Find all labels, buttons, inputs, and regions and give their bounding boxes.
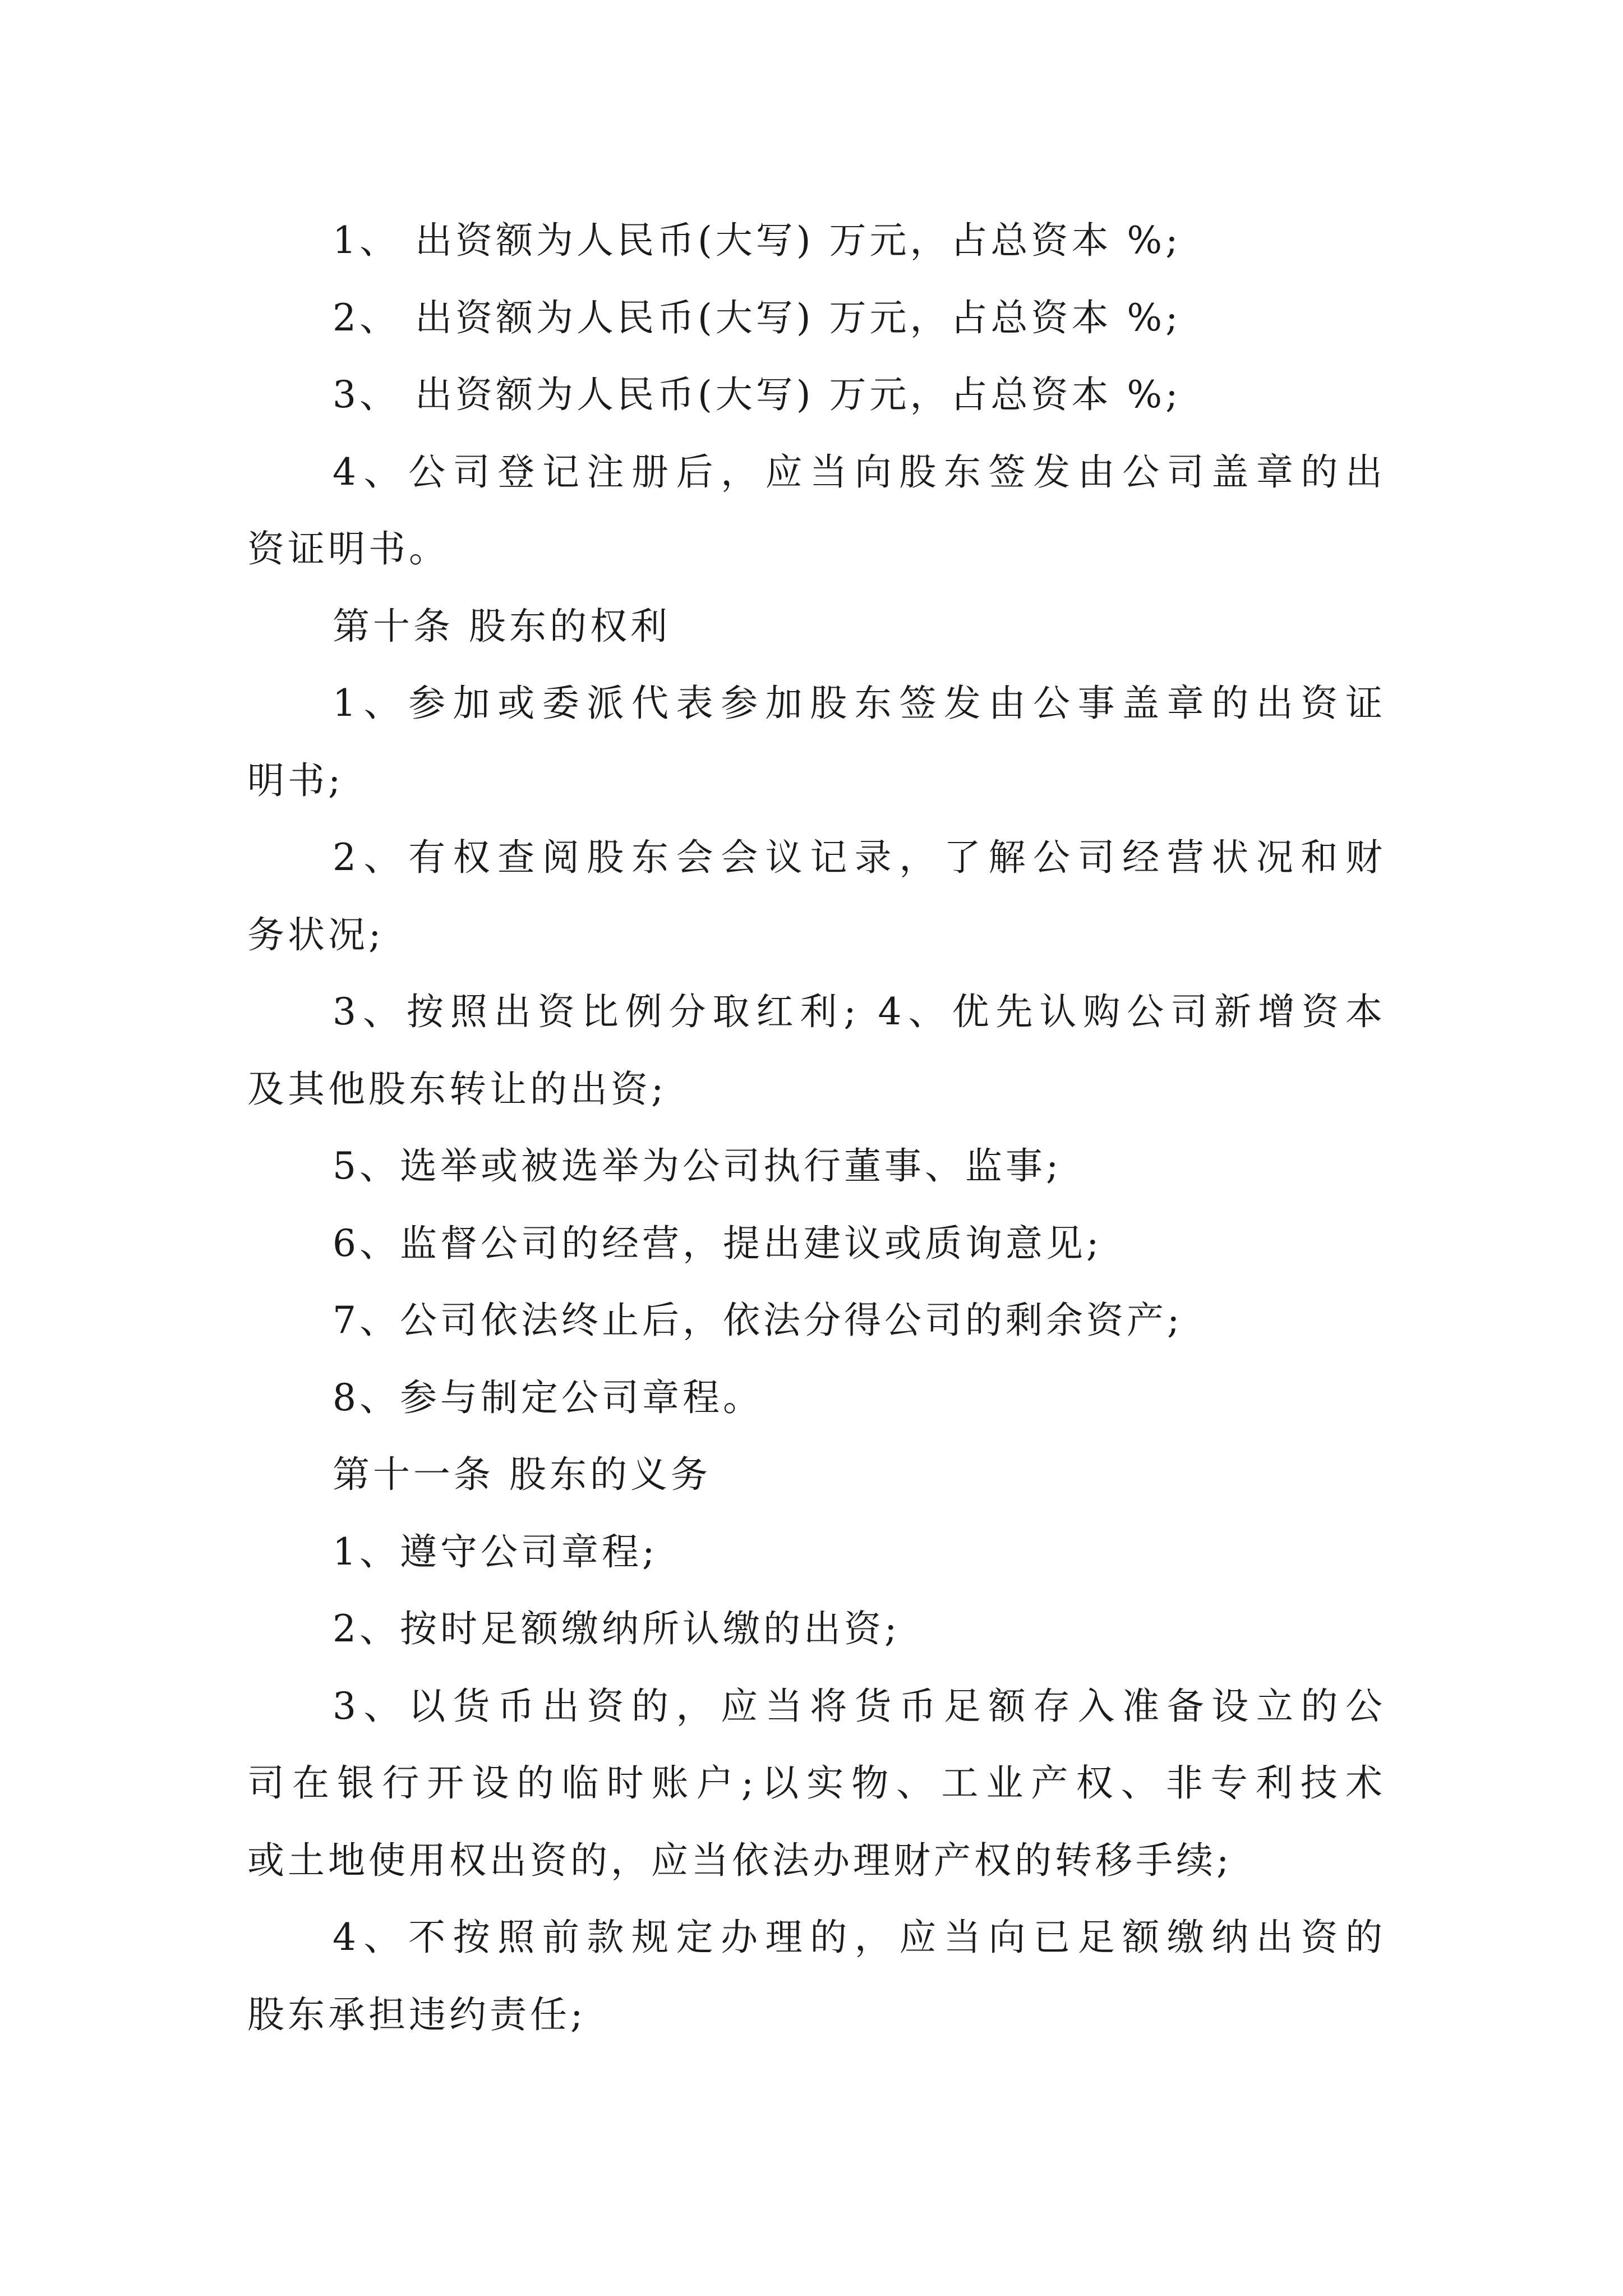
right-2-line-1: 2、有权查阅股东会会议记录，了解公司经营状况和财 bbox=[333, 836, 1386, 879]
duty-3-line-2: 司在银行开设的临时账户;以实物、工业产权、非专利技术 bbox=[247, 1761, 1386, 1805]
duty-4-line-2: 股东承担违约责任; bbox=[247, 1993, 587, 2036]
article-10-heading: 第十条 股东的权利 bbox=[333, 604, 671, 648]
certificate-clause-line-1: 4、公司登记注册后，应当向股东签发由公司盖章的出 bbox=[333, 450, 1386, 494]
article-11-heading: 第十一条 股东的义务 bbox=[333, 1453, 711, 1496]
certificate-clause-line-2: 资证明书。 bbox=[247, 527, 449, 570]
duty-2: 2、按时足额缴纳所认缴的出资; bbox=[333, 1607, 901, 1650]
right-3-4-line-2: 及其他股东转让的出资; bbox=[247, 1067, 667, 1111]
duty-3-line-3: 或土地使用权出资的，应当依法办理财产权的转移手续; bbox=[247, 1838, 1233, 1882]
right-8: 8、参与制定公司章程。 bbox=[333, 1375, 763, 1419]
duty-3-line-1: 3、以货币出资的，应当将货币足额存入准备设立的公 bbox=[333, 1684, 1386, 1728]
duty-4-line-1: 4、不按照前款规定办理的，应当向已足额缴纳出资的 bbox=[333, 1916, 1386, 1959]
document-body bbox=[247, 202, 1386, 2053]
contribution-line-3: 3、 出资额为人民币(大写) 万元，占总资本 %; bbox=[333, 373, 1182, 416]
right-1-line-2: 明书; bbox=[247, 758, 344, 802]
right-1-line-1: 1、参加或委派代表参加股东签发由公事盖章的出资证 bbox=[333, 682, 1386, 725]
contribution-line-1: 1、 出资额为人民币(大写) 万元，占总资本 %; bbox=[333, 219, 1182, 262]
right-6: 6、监督公司的经营，提出建议或质询意见; bbox=[333, 1221, 1103, 1265]
contribution-line-2: 2、 出资额为人民币(大写) 万元，占总资本 %; bbox=[333, 296, 1182, 339]
right-7: 7、公司依法终止后，依法分得公司的剩余资产; bbox=[333, 1299, 1183, 1342]
right-3-4-line-1: 3、按照出资比例分取红利; 4、优先认购公司新增资本 bbox=[333, 990, 1386, 1033]
right-2-line-2: 务状况; bbox=[247, 913, 385, 956]
right-5: 5、选举或被选举为公司执行董事、监事; bbox=[333, 1144, 1062, 1188]
duty-1: 1、遵守公司章程; bbox=[333, 1530, 658, 1573]
